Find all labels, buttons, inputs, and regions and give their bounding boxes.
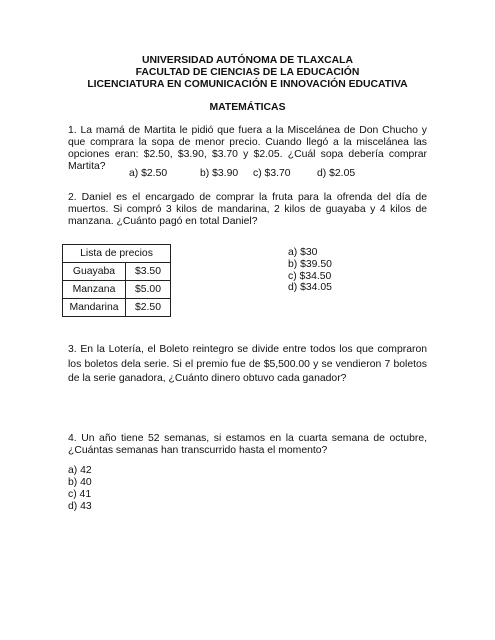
table-row — [63, 281, 171, 299]
question-4-option-d: d) 43 — [68, 501, 92, 512]
question-2-option-d: d) $34.05 — [288, 282, 332, 294]
program-name: LICENCIATURA EN COMUNICACIÓN E INNOVACIÓN EDUCATIVA — [87, 79, 408, 90]
fruit-price: $2.50 — [126, 299, 171, 317]
table-row — [63, 263, 171, 281]
question-4-option-a: a) 42 — [68, 465, 92, 476]
question-4-options — [68, 465, 92, 513]
question-2-text: 2. Daniel es el encargado de comprar la fruta para la ofrenda del día de muertos. Si compró 3 kilos de mandarina, 2 kilos de guayaba y 4 kilos de manzana. ¿Cuánto pagó en total Daniel? — [68, 192, 427, 227]
question-4-text: 4. Un año tiene 52 semanas, si estamos en la cuarta semana de octubre, ¿Cuántas semanas han transcurrido hasta el momento? — [68, 433, 427, 456]
question-1-text: 1. La mamá de Martita le pidió que fuera a la Miscelánea de Don Chucho y que comprara la sopa de menor precio. Cuando llegó a la miscelánea las opciones eran: $2.50, $3.90, $3.70 y $2.05. ¿Cuál sopa debería comprar Martita? — [68, 125, 427, 172]
university-name: UNIVERSIDAD AUTÓNOMA DE TLAXCALA — [141, 55, 354, 66]
faculty-name: FACULTAD DE CIENCIAS DE LA EDUCACIÓN — [135, 67, 360, 78]
question-4-option-c: c) 41 — [68, 489, 92, 500]
question-2-option-a: a) $30 — [288, 247, 318, 258]
fruit-price: $5.00 — [126, 281, 171, 299]
subject-title: MATEMÁTICAS — [209, 102, 286, 113]
question-1-option-b: b) $3.90 — [200, 168, 239, 179]
fruit-name: Guayaba — [63, 263, 126, 281]
question-1-option-c: c) $3.70 — [253, 168, 291, 179]
fruit-name: Manzana — [63, 281, 126, 299]
question-1-option-d: d) $2.05 — [317, 168, 356, 179]
table-row — [63, 299, 171, 317]
question-4-option-b: b) 40 — [68, 477, 92, 488]
question-3-text: 3. En la Lotería, el Boleto reintegro se divide entre todos los que compraron los boletos dela serie. Si el premio fue de $5,500.00 y se vendieron 7 boletos de la serie ganadora, ¿Cuánto dinero obtuvo cada ganador? — [68, 344, 427, 384]
question-1-option-a: a) $2.50 — [129, 168, 168, 179]
price-list-title: Lista de precios — [63, 245, 171, 263]
price-list-table — [62, 244, 171, 317]
fruit-price: $3.50 — [126, 263, 171, 281]
question-2-options — [288, 247, 332, 294]
question-2-option-c: c) $34.50 — [288, 270, 332, 282]
document-header — [0, 55, 495, 91]
question-2-option-b: b) $39.50 — [288, 258, 332, 270]
fruit-name: Mandarina — [63, 299, 126, 317]
price-list-header-row — [63, 245, 171, 263]
